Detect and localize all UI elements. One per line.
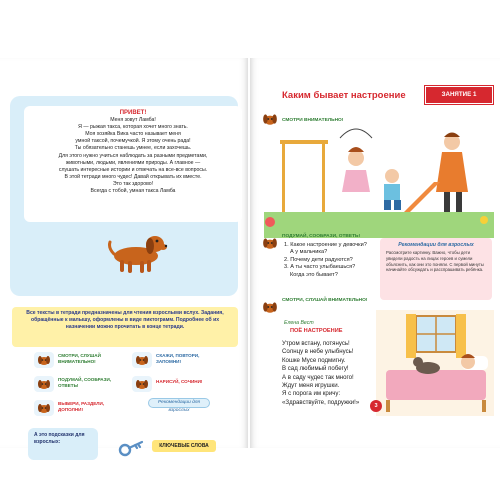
adult-recommendation-box (380, 238, 492, 300)
poem-line: «Здравствуйте, подружки!» (282, 398, 360, 406)
pictogram-say-repeat (132, 352, 152, 368)
playground-illustration (264, 112, 494, 238)
intro-line: В этой тетради много чудес! Давай открывать их вместе. (64, 173, 202, 180)
adult-recommendation-header: Рекомендации для взрослых (398, 242, 474, 248)
question-item: Когда это бывает? (290, 271, 338, 278)
pictogram-choose (34, 400, 54, 416)
dachshund-illustration (106, 224, 168, 278)
question-item: 1. Какое настроение у девочки? (284, 242, 367, 248)
intro-line: слушать интересные истории и отвечать на все-все вопросы. (58, 166, 208, 173)
poem-line: В сад любимый побегу! (282, 365, 349, 373)
pictogram-look-listen (34, 352, 54, 368)
pictogram-label: СКАЖИ, ПОВТОРИ, ЗАПОМНИ! (156, 353, 200, 364)
look-instruction: СМОТРИ ВНИМАТЕЛЬНО! (282, 118, 344, 123)
intro-line: Меня зовут Ламба! (110, 117, 156, 124)
adult-recommendation-text: Рассмотрите картинку. Важно, чтобы дети увидели радость на лицах героев и сумели объяснить, как они это поняли. С первой минуты начинайте обсуждать и расспрашивать ребёнка. (386, 250, 484, 273)
listen-instruction: СМОТРИ, СЛУШАЙ ВНИМАТЕЛЬНО! (282, 298, 368, 303)
lesson-badge: ЗАНЯТИЕ 1 (425, 86, 493, 104)
intro-panel (10, 96, 238, 296)
adult-reading-note: Все тексты в тетради предназначены для чтения взрослыми вслух. Задания, обращённые к малышу, оформлены в виде пиктограмм. Подробнее об их назначении можно прочитать в конце тетради. (12, 307, 238, 347)
dog-face-icon (262, 300, 278, 314)
questions-list (284, 242, 367, 279)
key-icon (118, 436, 146, 460)
intro-line: Это так здорово! (112, 180, 154, 187)
right-page (250, 58, 500, 448)
pictogram-label: ПОДУМАЙ, СООБРАЗИ, ОТВЕТЬ! (58, 377, 112, 388)
question-item: А у мальчика? (290, 249, 328, 256)
dog-face-icon (135, 378, 149, 390)
dog-face-icon (37, 402, 51, 414)
pictogram-draw (132, 376, 152, 392)
intro-signature: Всегда с тобой, умная такса Ламба (90, 188, 176, 195)
page-number: 3 (370, 400, 382, 412)
dog-face-icon (135, 354, 149, 366)
intro-text (24, 106, 242, 222)
hint-box: А это подсказки для взрослых: (28, 428, 98, 460)
poem-line: А в саду чудес так много! (282, 373, 354, 381)
poem-line: Кошке Мусе подмигну. (282, 356, 346, 364)
pictogram-label: СМОТРИ, СЛУШАЙ ВНИМАТЕЛЬНО! (58, 353, 101, 364)
intro-line: животными, людьми, явлениями природы. А главное — (65, 159, 201, 166)
pictogram-think (34, 376, 54, 392)
keywords-tag: КЛЮЧЕВЫЕ СЛОВА (152, 440, 216, 452)
poem-text (282, 340, 359, 407)
question-item: 2. Почему дети радуются? (284, 256, 353, 263)
greeting: ПРИВЕТ! (119, 110, 147, 116)
pictogram-label: НАРИСУЙ, СОЧИНИ! (156, 379, 203, 384)
dog-face-icon (37, 378, 51, 390)
poem-title: ПОЁ НАСТРОЕНИЕ (290, 328, 343, 334)
dog-face-icon (37, 354, 51, 366)
intro-line: Для этого нужно учиться наблюдать за разными предметами, (58, 152, 208, 159)
think-instruction: ПОДУМАЙ, СООБРАЗИ, ОТВЕТЬ! (282, 234, 361, 239)
pictogram-label: ВЫБЕРИ, РАЗДЕЛИ, ДОПОЛНИ! (58, 401, 105, 412)
poem-line: Ждут меня игрушки. (282, 382, 340, 390)
question-item: 3. А ты часто улыбаешься? (284, 264, 356, 271)
poem-author: Елена Вест (284, 320, 314, 326)
intro-line: умной таксой, почемучкой. Я этому очень рада! (75, 138, 191, 145)
intro-line: Моя хозяйка Вика часто называет меня (85, 131, 181, 138)
intro-line: Ты обязательно станешь умнее, если захочешь. (74, 145, 192, 152)
bedroom-illustration (376, 310, 494, 416)
left-page (0, 58, 248, 448)
page-title: Каким бывает настроение (282, 90, 406, 101)
poem-line: Солнцу в небе улыбнусь! (282, 348, 354, 356)
dog-face-icon (262, 236, 278, 250)
poem-line: Я с порога им кричу: (282, 390, 341, 398)
poem-line: Утром встану, потянусь! (282, 340, 350, 347)
adult-recommendation-tag: Рекомендации для взрослых (148, 398, 210, 408)
intro-line: Я — рыжая такса, которая хочет много знать. (78, 124, 188, 131)
